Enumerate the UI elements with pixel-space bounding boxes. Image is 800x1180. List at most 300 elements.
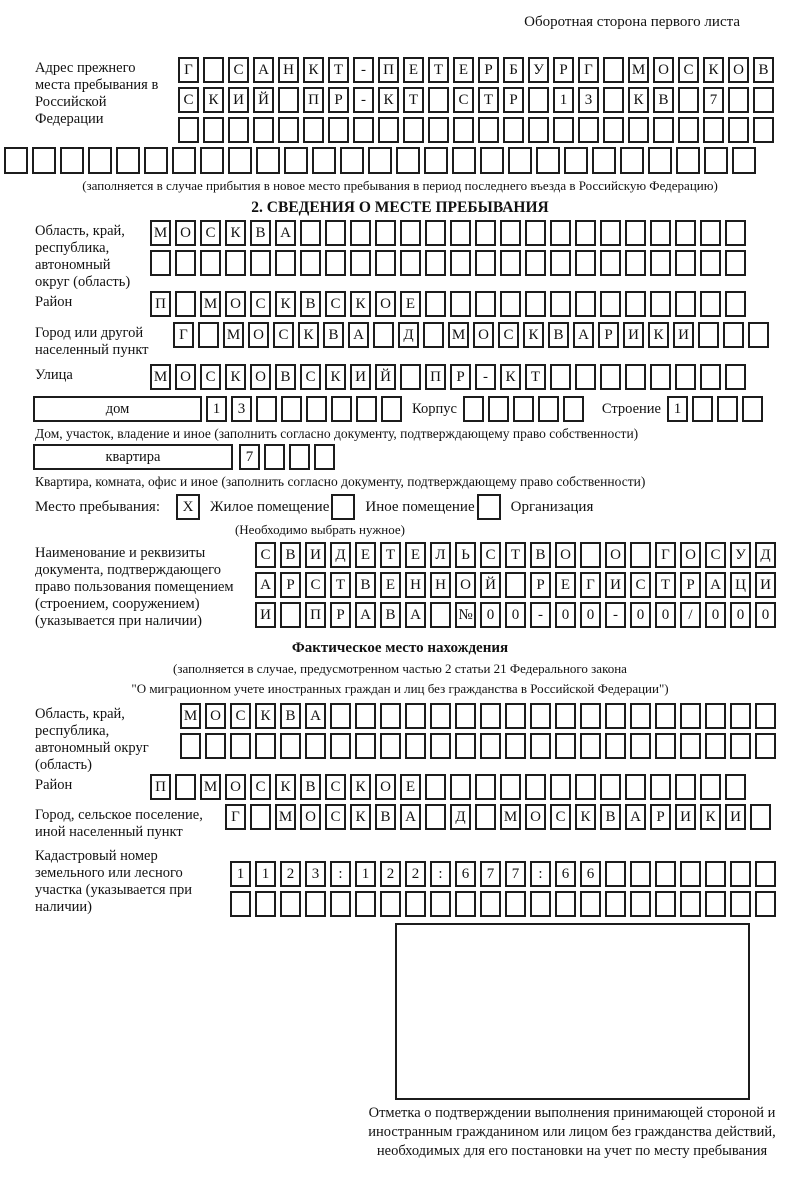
char-cell bbox=[228, 147, 252, 174]
char-cell bbox=[753, 117, 774, 143]
char-cell bbox=[380, 891, 401, 917]
char-cell: Т bbox=[505, 542, 526, 568]
char-cell: С bbox=[325, 774, 346, 800]
char-cell: Г bbox=[225, 804, 246, 830]
char-cell bbox=[300, 220, 321, 246]
char-cell: О bbox=[375, 774, 396, 800]
char-cell: О bbox=[473, 322, 494, 348]
doc-row-2 bbox=[255, 572, 780, 598]
char-cell bbox=[530, 703, 551, 729]
char-cell: Р bbox=[280, 572, 301, 598]
char-cell: 7 bbox=[703, 87, 724, 113]
char-cell bbox=[175, 774, 196, 800]
char-cell bbox=[424, 147, 448, 174]
char-cell: К bbox=[255, 703, 276, 729]
dom-caption: Дом, участок, владение и иное (заполнить согласно документу, подтверждающему право собственности) bbox=[35, 426, 639, 441]
stamp-section bbox=[0, 923, 800, 1161]
char-cell: Д bbox=[450, 804, 471, 830]
char-cell: Ц bbox=[730, 572, 751, 598]
char-cell bbox=[116, 147, 140, 174]
char-cell bbox=[580, 733, 601, 759]
oblast-section bbox=[0, 220, 800, 291]
char-cell: Е bbox=[355, 542, 376, 568]
char-cell bbox=[488, 396, 509, 422]
char-cell: С bbox=[200, 220, 221, 246]
char-cell bbox=[330, 733, 351, 759]
prev-address-label: Адрес прежнего места пребывания в Российской Федерации bbox=[35, 60, 159, 127]
char-cell: О bbox=[728, 57, 749, 83]
char-cell bbox=[530, 891, 551, 917]
char-cell: К bbox=[275, 774, 296, 800]
char-cell bbox=[505, 733, 526, 759]
char-cell bbox=[755, 733, 776, 759]
raion-label: Район bbox=[35, 294, 73, 310]
char-cell: О bbox=[605, 542, 626, 568]
char-cell: О bbox=[248, 322, 269, 348]
char-cell: 6 bbox=[555, 861, 576, 887]
char-cell bbox=[700, 364, 721, 390]
char-cell bbox=[175, 291, 196, 317]
kadastr-row-1 bbox=[230, 861, 780, 887]
mesto-label: Место пребывания: bbox=[35, 498, 160, 515]
char-cell bbox=[500, 774, 521, 800]
char-cell bbox=[700, 250, 721, 276]
char-cell bbox=[628, 117, 649, 143]
char-cell bbox=[525, 250, 546, 276]
char-cell bbox=[605, 703, 626, 729]
char-cell bbox=[312, 147, 336, 174]
char-cell bbox=[675, 774, 696, 800]
char-cell: С bbox=[200, 364, 221, 390]
char-cell: А bbox=[305, 703, 326, 729]
char-cell bbox=[230, 891, 251, 917]
kvartira-field-box: квартира bbox=[33, 444, 233, 470]
fact-oblast-row-1 bbox=[180, 703, 780, 729]
section2-title: 2. СВЕДЕНИЯ О МЕСТЕ ПРЕБЫВАНИЯ bbox=[251, 199, 549, 216]
char-cell bbox=[730, 733, 751, 759]
char-cell: 0 bbox=[505, 602, 526, 628]
char-cell: К bbox=[350, 291, 371, 317]
char-cell: Г bbox=[178, 57, 199, 83]
char-cell bbox=[675, 250, 696, 276]
char-cell: К bbox=[703, 57, 724, 83]
char-cell bbox=[575, 364, 596, 390]
char-cell: Д bbox=[330, 542, 351, 568]
char-cell bbox=[625, 250, 646, 276]
char-cell: С bbox=[453, 87, 474, 113]
char-cell bbox=[620, 147, 644, 174]
char-cell: Р bbox=[328, 87, 349, 113]
char-cell: К bbox=[325, 364, 346, 390]
char-cell: К bbox=[350, 804, 371, 830]
char-cell bbox=[680, 703, 701, 729]
char-cell: М bbox=[200, 774, 221, 800]
fact-gorod-row bbox=[225, 804, 775, 830]
char-cell: / bbox=[680, 602, 701, 628]
prev-address-row-4 bbox=[0, 147, 800, 174]
fact-title: Фактическое место нахождения bbox=[291, 640, 509, 656]
char-cell: 0 bbox=[730, 602, 751, 628]
char-cell bbox=[732, 147, 756, 174]
char-cell bbox=[200, 250, 221, 276]
char-cell bbox=[700, 220, 721, 246]
char-cell: 2 bbox=[380, 861, 401, 887]
char-cell: О bbox=[225, 774, 246, 800]
char-cell: Н bbox=[278, 57, 299, 83]
char-cell: И bbox=[305, 542, 326, 568]
char-cell bbox=[475, 250, 496, 276]
char-cell bbox=[425, 250, 446, 276]
prev-address-row-2 bbox=[178, 87, 778, 113]
char-cell bbox=[373, 322, 394, 348]
char-cell bbox=[513, 396, 534, 422]
prev-address-section bbox=[0, 57, 800, 143]
char-cell: - bbox=[475, 364, 496, 390]
char-cell: В bbox=[280, 703, 301, 729]
inoe-checkbox bbox=[331, 494, 355, 520]
char-cell bbox=[600, 774, 621, 800]
char-cell: - bbox=[605, 602, 626, 628]
char-cell: М bbox=[275, 804, 296, 830]
char-cell bbox=[505, 703, 526, 729]
prev-address-row-3 bbox=[178, 117, 778, 143]
char-cell bbox=[205, 733, 226, 759]
char-cell: И bbox=[605, 572, 626, 598]
char-cell bbox=[530, 733, 551, 759]
dom-cells bbox=[206, 396, 406, 422]
fact-oblast-grid bbox=[180, 703, 780, 759]
char-cell: 2 bbox=[405, 861, 426, 887]
char-cell: К bbox=[628, 87, 649, 113]
char-cell: С bbox=[325, 804, 346, 830]
char-cell bbox=[253, 117, 274, 143]
char-cell bbox=[698, 322, 719, 348]
char-cell bbox=[675, 364, 696, 390]
char-cell bbox=[705, 703, 726, 729]
char-cell: А bbox=[573, 322, 594, 348]
char-cell: М bbox=[500, 804, 521, 830]
char-cell: Т bbox=[655, 572, 676, 598]
char-cell: К bbox=[378, 87, 399, 113]
char-cell: А bbox=[625, 804, 646, 830]
doc-row-1 bbox=[255, 542, 780, 568]
char-cell: Т bbox=[478, 87, 499, 113]
char-cell: 1 bbox=[355, 861, 376, 887]
char-cell: К bbox=[700, 804, 721, 830]
char-cell: Т bbox=[428, 57, 449, 83]
char-cell bbox=[592, 147, 616, 174]
char-cell bbox=[600, 220, 621, 246]
char-cell bbox=[503, 117, 524, 143]
char-cell bbox=[455, 703, 476, 729]
char-cell bbox=[730, 703, 751, 729]
char-cell bbox=[450, 250, 471, 276]
char-cell: С bbox=[300, 364, 321, 390]
char-cell bbox=[300, 250, 321, 276]
char-cell: К bbox=[500, 364, 521, 390]
char-cell: П bbox=[378, 57, 399, 83]
char-cell bbox=[203, 117, 224, 143]
char-cell bbox=[563, 396, 584, 422]
char-cell: С bbox=[480, 542, 501, 568]
char-cell bbox=[678, 87, 699, 113]
char-cell: М bbox=[180, 703, 201, 729]
char-cell: Е bbox=[400, 774, 421, 800]
char-cell bbox=[650, 250, 671, 276]
char-cell bbox=[525, 774, 546, 800]
char-cell bbox=[284, 147, 308, 174]
char-cell bbox=[330, 891, 351, 917]
char-cell bbox=[278, 117, 299, 143]
char-cell: Т bbox=[328, 57, 349, 83]
char-cell bbox=[400, 364, 421, 390]
char-cell bbox=[575, 220, 596, 246]
char-cell: П bbox=[425, 364, 446, 390]
char-cell bbox=[328, 117, 349, 143]
char-cell: В bbox=[250, 220, 271, 246]
char-cell: О bbox=[375, 291, 396, 317]
char-cell: О bbox=[653, 57, 674, 83]
char-cell bbox=[630, 861, 651, 887]
char-cell bbox=[355, 891, 376, 917]
char-cell bbox=[60, 147, 84, 174]
char-cell: Е bbox=[400, 291, 421, 317]
char-cell bbox=[755, 861, 776, 887]
organizatsiya-checkbox bbox=[477, 494, 501, 520]
raion-section bbox=[0, 291, 800, 317]
char-cell bbox=[550, 291, 571, 317]
char-cell: В bbox=[653, 87, 674, 113]
char-cell bbox=[705, 733, 726, 759]
doc-row-3 bbox=[255, 602, 780, 628]
char-cell: 1 bbox=[667, 396, 688, 422]
kadastr-grid bbox=[230, 861, 780, 917]
char-cell: Г bbox=[580, 572, 601, 598]
char-cell bbox=[280, 602, 301, 628]
char-cell bbox=[625, 774, 646, 800]
char-cell bbox=[755, 891, 776, 917]
char-cell: 0 bbox=[755, 602, 776, 628]
char-cell bbox=[478, 117, 499, 143]
char-cell: И bbox=[228, 87, 249, 113]
char-cell: Р bbox=[330, 602, 351, 628]
kadastr-row-2 bbox=[230, 891, 780, 917]
char-cell: М bbox=[448, 322, 469, 348]
char-cell: И bbox=[623, 322, 644, 348]
char-cell: С bbox=[705, 542, 726, 568]
char-cell: С bbox=[250, 774, 271, 800]
char-cell bbox=[430, 602, 451, 628]
char-cell: Б bbox=[503, 57, 524, 83]
char-cell: Р bbox=[478, 57, 499, 83]
dom-line bbox=[0, 396, 800, 422]
char-cell: 3 bbox=[231, 396, 252, 422]
char-cell: Р bbox=[503, 87, 524, 113]
char-cell: И bbox=[255, 602, 276, 628]
char-cell: : bbox=[530, 861, 551, 887]
stroenie-label: Строение bbox=[601, 401, 661, 417]
char-cell: К bbox=[275, 291, 296, 317]
char-cell: № bbox=[455, 602, 476, 628]
char-cell: С bbox=[550, 804, 571, 830]
char-cell bbox=[630, 733, 651, 759]
char-cell bbox=[378, 117, 399, 143]
doc-label: Наименование и реквизиты документа, подтверждающего право пользования помещением (строением, сооружением) (указывается при наличии) bbox=[35, 545, 234, 629]
char-cell: 6 bbox=[455, 861, 476, 887]
char-cell bbox=[88, 147, 112, 174]
char-cell bbox=[400, 220, 421, 246]
dom-field-box: дом bbox=[33, 396, 202, 422]
char-cell bbox=[605, 733, 626, 759]
char-cell bbox=[289, 444, 310, 470]
char-cell bbox=[256, 396, 277, 422]
char-cell: С bbox=[255, 542, 276, 568]
char-cell bbox=[325, 250, 346, 276]
char-cell bbox=[480, 891, 501, 917]
prev-address-grid bbox=[178, 57, 778, 143]
char-cell bbox=[723, 322, 744, 348]
char-cell bbox=[575, 774, 596, 800]
char-cell bbox=[450, 774, 471, 800]
ulitsa-section bbox=[0, 364, 800, 390]
char-cell: М bbox=[628, 57, 649, 83]
char-cell bbox=[625, 220, 646, 246]
char-cell: С bbox=[228, 57, 249, 83]
gorod-label: Город или другой населенный пункт bbox=[35, 325, 149, 358]
char-cell: С bbox=[678, 57, 699, 83]
char-cell: С bbox=[273, 322, 294, 348]
char-cell: В bbox=[530, 542, 551, 568]
gorod-row bbox=[173, 322, 773, 348]
char-cell: 0 bbox=[555, 602, 576, 628]
char-cell: К bbox=[298, 322, 319, 348]
oblast-grid bbox=[150, 220, 750, 276]
page-side-note: Оборотная сторона первого листа bbox=[524, 14, 740, 30]
char-cell bbox=[180, 733, 201, 759]
char-cell bbox=[675, 220, 696, 246]
choose-note: (Необходимо выбрать нужное) bbox=[234, 522, 406, 537]
char-cell: Т bbox=[403, 87, 424, 113]
oblast-row-2 bbox=[150, 250, 750, 276]
char-cell: 3 bbox=[578, 87, 599, 113]
char-cell bbox=[725, 774, 746, 800]
char-cell: К bbox=[303, 57, 324, 83]
char-cell bbox=[553, 117, 574, 143]
char-cell bbox=[331, 396, 352, 422]
korpus-label: Корпус bbox=[412, 401, 457, 417]
char-cell bbox=[4, 147, 28, 174]
char-cell: С bbox=[230, 703, 251, 729]
char-cell bbox=[676, 147, 700, 174]
stamp-caption: Отметка о подтверждении выполнения принимающей стороной и иностранным гражданином или лицом без гражданства действий, необходимых для его постановки на учет по месту пребывания bbox=[368, 1105, 776, 1159]
char-cell bbox=[325, 220, 346, 246]
char-cell: О bbox=[175, 220, 196, 246]
char-cell: 3 bbox=[305, 861, 326, 887]
char-cell bbox=[550, 250, 571, 276]
char-cell: - bbox=[530, 602, 551, 628]
char-cell bbox=[717, 396, 738, 422]
char-cell bbox=[281, 396, 302, 422]
char-cell bbox=[700, 774, 721, 800]
char-cell: В bbox=[380, 602, 401, 628]
char-cell: : bbox=[330, 861, 351, 887]
char-cell bbox=[423, 322, 444, 348]
char-cell bbox=[680, 733, 701, 759]
char-cell bbox=[405, 733, 426, 759]
char-cell: Р bbox=[650, 804, 671, 830]
char-cell bbox=[405, 703, 426, 729]
char-cell bbox=[450, 291, 471, 317]
char-cell: Р bbox=[680, 572, 701, 598]
char-cell: К bbox=[225, 220, 246, 246]
char-cell: М bbox=[200, 291, 221, 317]
char-cell bbox=[725, 250, 746, 276]
char-cell bbox=[750, 804, 771, 830]
char-cell bbox=[280, 891, 301, 917]
char-cell: - bbox=[353, 87, 374, 113]
char-cell bbox=[508, 147, 532, 174]
char-cell bbox=[748, 322, 769, 348]
char-cell bbox=[680, 891, 701, 917]
char-cell bbox=[380, 733, 401, 759]
char-cell bbox=[653, 117, 674, 143]
char-cell bbox=[753, 87, 774, 113]
char-cell bbox=[314, 444, 335, 470]
char-cell: Е bbox=[405, 542, 426, 568]
char-cell bbox=[703, 117, 724, 143]
char-cell bbox=[144, 147, 168, 174]
char-cell: В bbox=[300, 291, 321, 317]
char-cell bbox=[475, 804, 496, 830]
char-cell bbox=[275, 250, 296, 276]
char-cell: 1 bbox=[553, 87, 574, 113]
organizatsiya-label: Организация bbox=[510, 498, 594, 515]
char-cell: К bbox=[350, 774, 371, 800]
char-cell: Р bbox=[553, 57, 574, 83]
oblast-row-1 bbox=[150, 220, 750, 246]
oblast-label: Область, край, республика, автономный округ (область) bbox=[35, 223, 131, 290]
char-cell bbox=[430, 703, 451, 729]
char-cell: А bbox=[405, 602, 426, 628]
char-cell bbox=[355, 703, 376, 729]
char-cell: - bbox=[353, 57, 374, 83]
char-cell bbox=[600, 250, 621, 276]
char-cell bbox=[380, 703, 401, 729]
char-cell bbox=[500, 291, 521, 317]
char-cell: Т bbox=[330, 572, 351, 598]
char-cell: А bbox=[255, 572, 276, 598]
char-cell bbox=[356, 396, 377, 422]
char-cell bbox=[198, 322, 219, 348]
char-cell bbox=[453, 117, 474, 143]
char-cell bbox=[648, 147, 672, 174]
char-cell: 2 bbox=[280, 861, 301, 887]
char-cell bbox=[405, 891, 426, 917]
char-cell bbox=[630, 891, 651, 917]
char-cell bbox=[32, 147, 56, 174]
char-cell: О bbox=[455, 572, 476, 598]
char-cell: 7 bbox=[505, 861, 526, 887]
char-cell: : bbox=[430, 861, 451, 887]
char-cell bbox=[330, 703, 351, 729]
char-cell bbox=[353, 117, 374, 143]
char-cell bbox=[575, 250, 596, 276]
char-cell bbox=[425, 804, 446, 830]
char-cell bbox=[630, 542, 651, 568]
char-cell bbox=[555, 733, 576, 759]
doc-section bbox=[0, 542, 800, 630]
fact-gorod-section bbox=[0, 804, 800, 841]
